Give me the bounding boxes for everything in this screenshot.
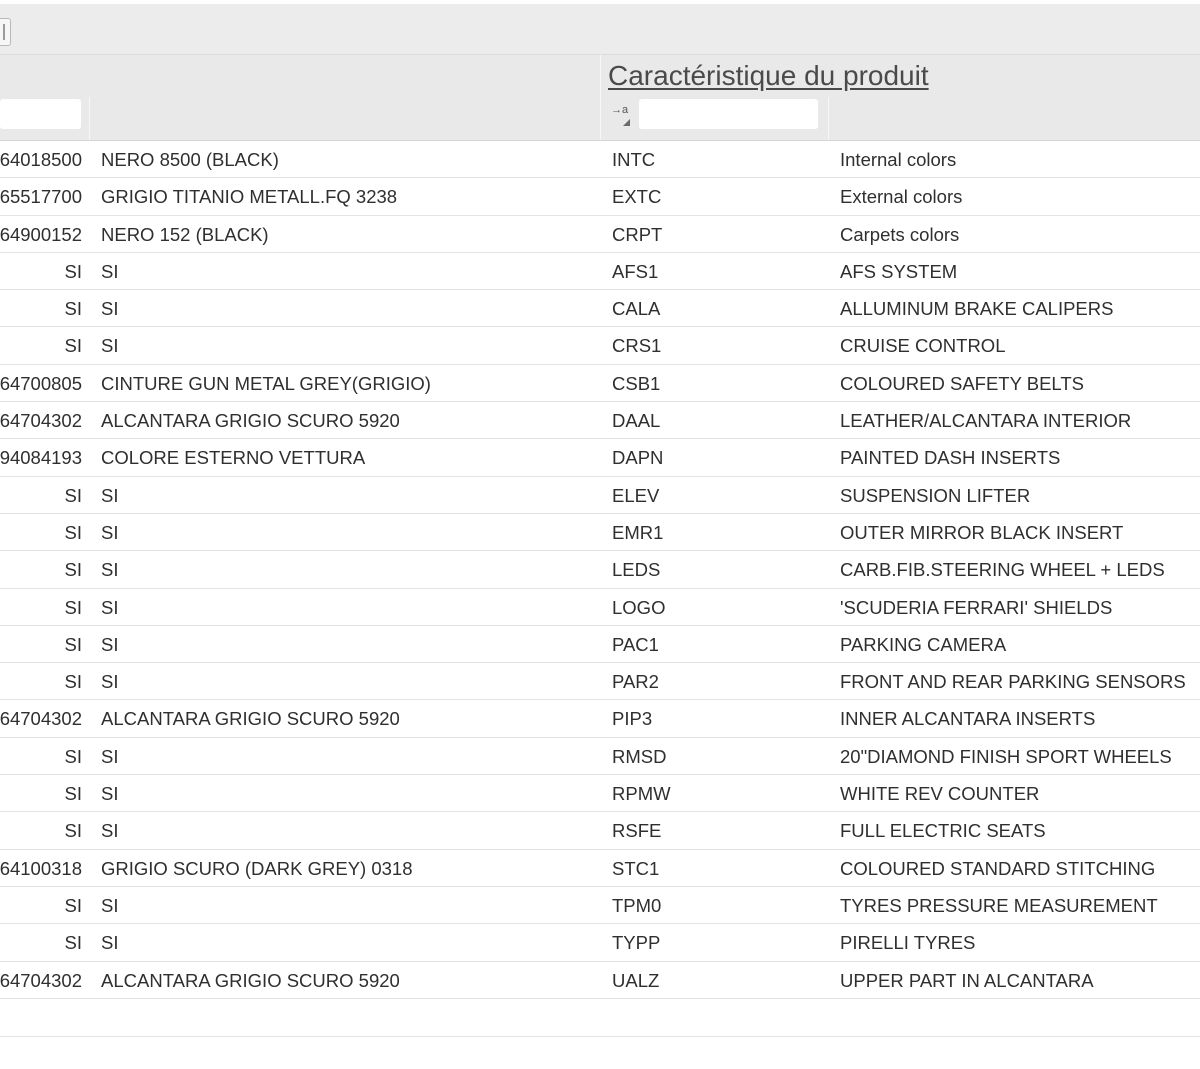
table-row[interactable] xyxy=(0,887,1200,924)
cell-option-code: RPMW xyxy=(612,783,671,805)
cell-value: SI xyxy=(101,260,119,282)
cell-value: SI xyxy=(101,745,119,767)
cell-code: SI xyxy=(64,820,82,842)
cell-description: FULL ELECTRIC SEATS xyxy=(840,820,1046,842)
cell-description: AFS SYSTEM xyxy=(840,260,958,282)
cell-value: SI xyxy=(101,596,119,618)
cell-description: INNER ALCANTARA INSERTS xyxy=(840,708,1096,730)
cell-value: SI xyxy=(101,559,119,581)
cell-option-code: RMSD xyxy=(612,745,667,767)
table-row[interactable] xyxy=(0,589,1200,626)
cell-option-code: DAAL xyxy=(612,410,661,432)
table-row[interactable] xyxy=(0,551,1200,588)
cell-code: 64704302 xyxy=(0,410,82,432)
toolbar xyxy=(0,4,1200,55)
cell-description: Internal colors xyxy=(840,149,957,170)
cell-option-code: ELEV xyxy=(612,484,660,506)
table-row[interactable] xyxy=(0,962,1200,999)
table-row[interactable] xyxy=(0,514,1200,551)
cell-description: PAINTED DASH INSERTS xyxy=(840,447,1061,469)
cell-option-code: PIP3 xyxy=(612,708,653,730)
cell-code: SI xyxy=(64,521,82,543)
cell-value: SI xyxy=(101,484,119,506)
cell-code: SI xyxy=(64,559,82,581)
cell-code: 64704302 xyxy=(0,969,82,991)
table-row[interactable] xyxy=(0,365,1200,402)
cell-option-code: PAC1 xyxy=(612,633,659,655)
filter-input-code[interactable] xyxy=(0,99,81,129)
cell-description: ALLUMINUM BRAKE CALIPERS xyxy=(840,298,1114,320)
cell-description: COLOURED SAFETY BELTS xyxy=(840,372,1084,394)
cell-description: SUSPENSION LIFTER xyxy=(840,484,1031,506)
cell-code: SI xyxy=(64,932,82,954)
cell-code: SI xyxy=(64,484,82,506)
table-row[interactable] xyxy=(0,439,1200,476)
column-separator xyxy=(828,97,829,140)
table-row[interactable] xyxy=(0,290,1200,327)
cell-value: SI xyxy=(101,820,119,842)
table-row[interactable] xyxy=(0,738,1200,775)
cell-code: 64704302 xyxy=(0,708,82,730)
cell-option-code: CRS1 xyxy=(612,335,662,357)
table-row[interactable] xyxy=(0,812,1200,849)
column-title[interactable]: Caractéristique du produit xyxy=(608,60,929,91)
table-row[interactable] xyxy=(0,775,1200,812)
cell-code: 65517700 xyxy=(0,186,82,208)
cell-option-code: CALA xyxy=(612,298,661,320)
cell-value: NERO 8500 (BLACK) xyxy=(101,149,279,170)
cell-option-code: DAPN xyxy=(612,447,664,469)
cell-code: 64700805 xyxy=(0,372,82,394)
table-row[interactable] xyxy=(0,626,1200,663)
cell-value: SI xyxy=(101,894,119,916)
cell-value: CINTURE GUN METAL GREY(GRIGIO) xyxy=(101,372,431,394)
cell-option-code: TYPP xyxy=(612,932,661,954)
column-separator xyxy=(600,55,601,140)
cell-description: CARB.FIB.STEERING WHEEL + LEDS xyxy=(840,559,1165,581)
cell-value: GRIGIO TITANIO METALL.FQ 3238 xyxy=(101,186,398,208)
cell-code: SI xyxy=(64,783,82,805)
sort-icon-label: →a xyxy=(611,104,629,116)
cell-description: PIRELLI TYRES xyxy=(840,932,976,954)
cell-description: WHITE REV COUNTER xyxy=(840,783,1040,805)
cell-code: SI xyxy=(64,596,82,618)
row-divider xyxy=(0,1036,1200,1037)
cell-option-code: EMR1 xyxy=(612,521,664,543)
cell-option-code: CRPT xyxy=(612,223,663,245)
cell-code: SI xyxy=(64,671,82,693)
cell-code: SI xyxy=(64,260,82,282)
cell-option-code: CSB1 xyxy=(612,372,661,394)
cell-value: NERO 152 (BLACK) xyxy=(101,223,269,245)
table-row[interactable] xyxy=(0,216,1200,253)
cell-description: PARKING CAMERA xyxy=(840,633,1007,655)
table-row[interactable] xyxy=(0,402,1200,439)
cell-description: 'SCUDERIA FERRARI' SHIELDS xyxy=(840,596,1113,618)
cell-code: SI xyxy=(64,894,82,916)
table-row[interactable] xyxy=(0,327,1200,364)
table-body xyxy=(0,141,1200,999)
cell-code: 94084193 xyxy=(0,447,82,469)
cell-option-code: AFS1 xyxy=(612,260,659,282)
cell-value: ALCANTARA GRIGIO SCURO 5920 xyxy=(101,410,400,432)
cell-value: SI xyxy=(101,298,119,320)
cell-code: 64100318 xyxy=(0,857,82,879)
table-row[interactable] xyxy=(0,178,1200,215)
cell-value: ALCANTARA GRIGIO SCURO 5920 xyxy=(101,708,400,730)
cell-value: SI xyxy=(101,783,119,805)
cell-option-code: LEDS xyxy=(612,559,661,581)
cell-value: COLORE ESTERNO VETTURA xyxy=(101,447,366,469)
cell-option-code: PAR2 xyxy=(612,671,659,693)
cell-code: SI xyxy=(64,633,82,655)
table-row[interactable] xyxy=(0,850,1200,887)
cell-description: COLOURED STANDARD STITCHING xyxy=(840,857,1156,879)
cell-option-code: UALZ xyxy=(612,969,660,991)
toolbar-handle-icon[interactable] xyxy=(0,18,11,46)
cell-option-code: EXTC xyxy=(612,186,662,208)
cell-description: External colors xyxy=(840,186,963,208)
cell-option-code: INTC xyxy=(612,149,656,170)
cell-value: GRIGIO SCURO (DARK GREY) 0318 xyxy=(101,857,413,879)
cell-value: SI xyxy=(101,335,119,357)
filter-input-characteristic[interactable] xyxy=(639,99,818,129)
cell-description: CRUISE CONTROL xyxy=(840,335,1006,357)
sort-triangle-icon xyxy=(623,119,630,126)
table-row[interactable] xyxy=(0,700,1200,737)
cell-code: 64900152 xyxy=(0,223,82,245)
column-separator xyxy=(89,97,90,140)
cell-description: 20"DIAMOND FINISH SPORT WHEELS xyxy=(840,745,1172,767)
sort-icon[interactable] xyxy=(611,104,633,128)
cell-option-code: STC1 xyxy=(612,857,660,879)
column-header xyxy=(0,55,1200,141)
cell-value: SI xyxy=(101,633,119,655)
cell-description: FRONT AND REAR PARKING SENSORS xyxy=(840,671,1186,693)
cell-value: ALCANTARA GRIGIO SCURO 5920 xyxy=(101,969,400,991)
table-row[interactable] xyxy=(0,924,1200,961)
cell-description: OUTER MIRROR BLACK INSERT xyxy=(840,521,1124,543)
cell-option-code: RSFE xyxy=(612,820,662,842)
cell-option-code: LOGO xyxy=(612,596,666,618)
table-row[interactable] xyxy=(0,663,1200,700)
cell-description: TYRES PRESSURE MEASUREMENT xyxy=(840,894,1158,916)
cell-description: LEATHER/ALCANTARA INTERIOR xyxy=(840,410,1132,432)
cell-code: 64018500 xyxy=(0,149,82,170)
cell-option-code: TPM0 xyxy=(612,894,662,916)
cell-description: Carpets colors xyxy=(840,223,960,245)
cell-code: SI xyxy=(64,335,82,357)
cell-value: SI xyxy=(101,521,119,543)
table-row[interactable] xyxy=(0,477,1200,514)
cell-code: SI xyxy=(64,745,82,767)
cell-description: UPPER PART IN ALCANTARA xyxy=(840,969,1094,991)
cell-code: SI xyxy=(64,298,82,320)
table-row[interactable] xyxy=(0,253,1200,290)
table-row[interactable] xyxy=(0,141,1200,178)
cell-value: SI xyxy=(101,671,119,693)
cell-value: SI xyxy=(101,932,119,954)
